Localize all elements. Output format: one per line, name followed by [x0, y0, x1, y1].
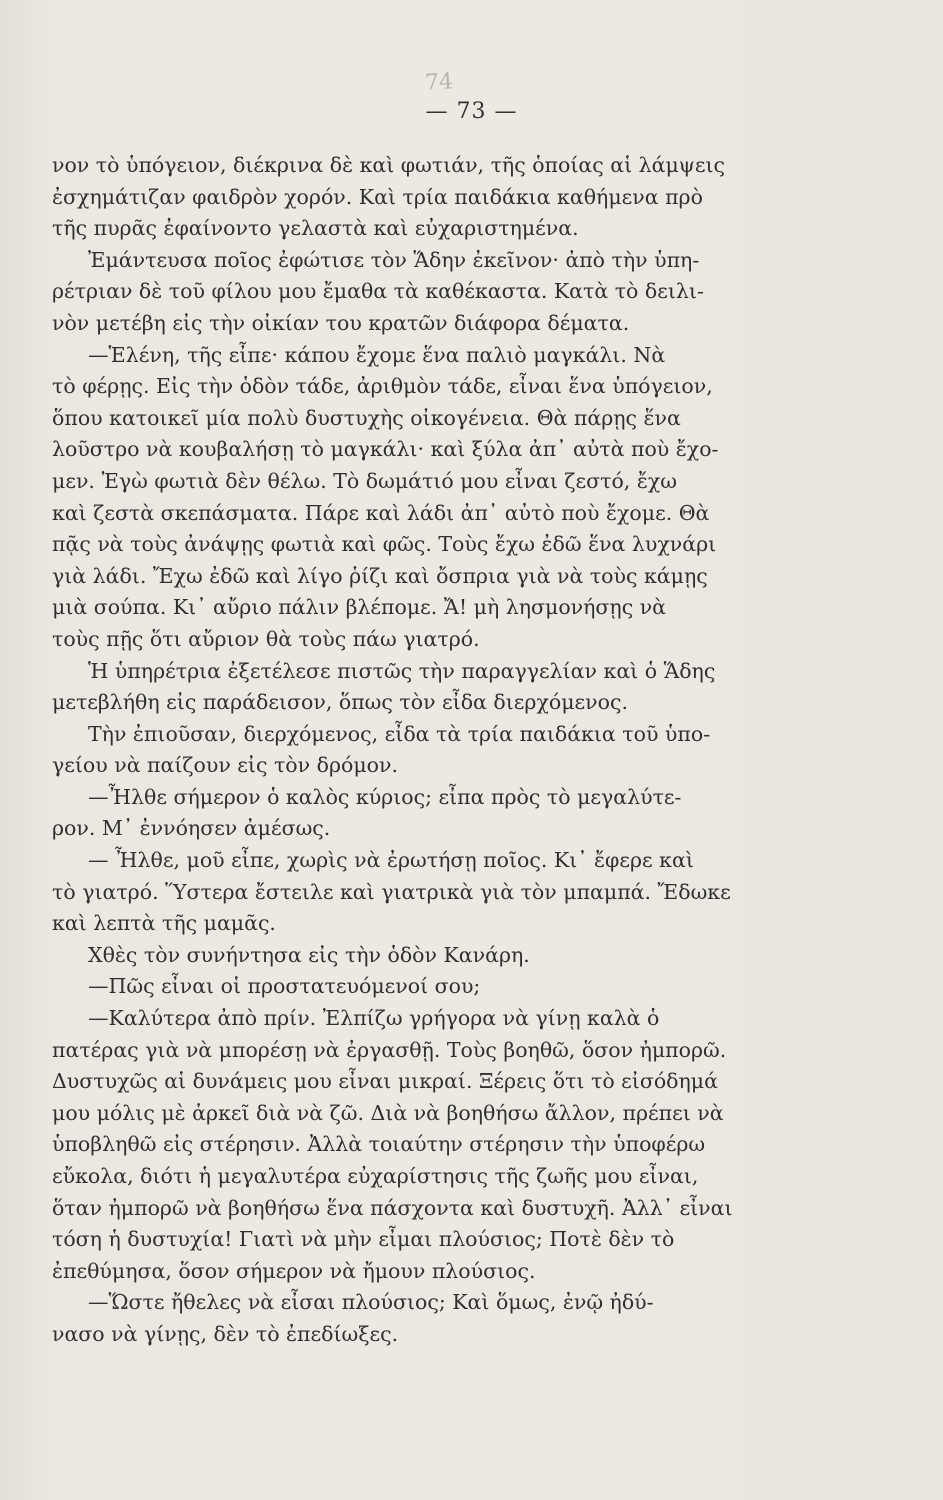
text-line: τὸ γιατρό. Ὕστερα ἔστειλε καὶ γιατρικὰ γιὰ τὸν μπαμπά. Ἔδωκε: [52, 879, 731, 904]
text-line: ρέτριαν δὲ τοῦ φίλου μου ἔμαθα τὰ καθέκαστα. Κατὰ τὸ δειλι-: [52, 279, 704, 304]
text-line: τοὺς πῇς ὅτι αὔριον θὰ τοὺς πάω γιατρό.: [52, 626, 480, 651]
text-line: γείου νὰ παίζουν εἰς τὸν δρόμον.: [52, 753, 398, 778]
text-line: ρον. Μ᾽ ἐννόησεν ἀμέσως.: [52, 816, 331, 841]
text-line: εὔκολα, διότι ἡ μεγαλυτέρα εὐχαρίστησις τῆς ζωῆς μου εἶναι,: [52, 1164, 699, 1188]
text-line: Ἡ ὑπηρέτρια ἐξετέλεσε πιστῶς τὴν παραγγελίαν καὶ ὁ Ἅδης: [88, 658, 716, 683]
text-line: πατέρας γιὰ νὰ μπορέσῃ νὰ ἐργασθῇ. Τοὺς βοηθῶ, ὅσον ἠμπορῶ.: [52, 1037, 727, 1062]
bleed-through-page-number: 74: [424, 69, 454, 96]
text-line: μετεβλήθη εἰς παράδεισον, ὅπως τὸν εἶδα διερχόμενος.: [52, 690, 628, 715]
text-line: Δυστυχῶς αἱ δυνάμεις μου εἶναι μικραί. Ξέρεις ὅτι τὸ εἰσόδημά: [52, 1069, 718, 1094]
text-line: μεν. Ἐγὼ φωτιὰ δὲν θέλω. Τὸ δωμάτιό μου εἶναι ζεστό, ἔχω: [52, 468, 677, 493]
text-line: ὅταν ἠμπορῶ νὰ βοηθήσω ἕνα πάσχοντα καὶ δυστυχῆ. Ἀλλ᾽ εἶναι: [52, 1195, 733, 1220]
text-line: καὶ λεπτὰ τῆς μαμᾶς.: [52, 911, 276, 936]
text-line: τόση ἡ δυστυχία! Γιατὶ νὰ μὴν εἶμαι πλούσιος; Ποτὲ δὲν τὸ: [52, 1227, 675, 1252]
page-number: — 73 —: [425, 99, 518, 124]
text-line: μιὰ σούπα. Κι᾽ αὔριο πάλιν βλέπομε. Ἄ! μὴ λησμονήσῃς νὰ: [52, 595, 666, 620]
text-line: πᾷς νὰ τοὺς ἀνάψῃς φωτιὰ καὶ φῶς. Τοὺς ἔχω ἐδῶ ἕνα λυχνάρι: [52, 532, 717, 557]
text-line: καὶ ζεστὰ σκεπάσματα. Πάρε καὶ λάδι ἀπ᾽ αὐτὸ ποὺ ἔχομε. Θὰ: [52, 500, 710, 525]
text-line: τῆς πυρᾶς ἐφαίνοντο γελαστὰ καὶ εὐχαριστημένα.: [52, 216, 579, 241]
text-line: ὅπου κατοικεῖ μία πολὺ δυστυχὴς οἰκογένεια. Θὰ πάρῃς ἕνα: [52, 405, 681, 430]
text-line: Χθὲς τὸν συνήντησα εἰς τὴν ὁδὸν Κανάρη.: [88, 942, 530, 967]
text-line: ὑποβληθῶ εἰς στέρησιν. Ἀλλὰ τοιαύτην στέρησιν τὴν ὑποφέρω: [52, 1132, 706, 1157]
text-line: νὸν μετέβη εἰς τὴν οἰκίαν του κρατῶν διάφορα δέματα.: [52, 310, 630, 335]
text-line: — Ἦλθε, μοῦ εἶπε, χωρὶς νὰ ἐρωτήσῃ ποῖος. Κι᾽ ἔφερε καὶ: [88, 848, 694, 873]
text-line: γιὰ λάδι. Ἔχω ἐδῶ καὶ λίγο ῥίζι καὶ ὄσπρια γιὰ νὰ τοὺς κάμῃς: [52, 563, 708, 588]
text-line: νον τὸ ὑπόγειον, διέκρινα δὲ καὶ φωτιάν, τῆς ὁποίας αἱ λάμψεις: [52, 153, 726, 177]
text-line: νασο νὰ γίνῃς, δὲν τὸ ἐπεδίωξες.: [52, 1321, 399, 1346]
text-line: μου μόλις μὲ ἀρκεῖ διὰ νὰ ζῶ. Διὰ νὰ βοηθήσω ἄλλον, πρέπει νὰ: [52, 1100, 724, 1125]
text-line: ἐπεθύμησα, ὅσον σήμερον νὰ ἤμουν πλούσιος.: [52, 1258, 536, 1283]
text-line: Τὴν ἐπιοῦσαν, διερχόμενος, εἶδα τὰ τρία παιδάκια τοῦ ὑπο-: [88, 721, 711, 746]
text-line: —Καλύτερα ἀπὸ πρίν. Ἐλπίζω γρήγορα νὰ γίνῃ καλὰ ὁ: [88, 1006, 660, 1031]
text-line: Ἐμάντευσα ποῖος ἐφώτισε τὸν Ἅδην ἐκεῖνον· ἀπὸ τὴν ὑπη-: [88, 247, 700, 272]
text-line: —Ἦλθε σήμερον ὁ καλὸς κύριος; εἶπα πρὸς τὸ μεγαλύτε-: [88, 784, 682, 809]
text-line: —Ἑλένη, τῆς εἶπε· κάπου ἔχομε ἕνα παλιὸ μαγκάλι. Νὰ: [88, 342, 666, 367]
text-line: ἐσχημάτιζαν φαιδρὸν χορόν. Καὶ τρία παιδάκια καθήμενα πρὸ: [52, 184, 703, 209]
text-line: —Ὥστε ἤθελες νὰ εἶσαι πλούσιος; Καὶ ὅμως, ἐνῷ ἠδύ-: [88, 1290, 654, 1315]
text-line: τὸ φέρῃς. Εἰς τὴν ὁδὸν τάδε, ἀριθμὸν τάδε, εἶναι ἕνα ὑπόγειον,: [52, 374, 713, 399]
body-text: [52, 150, 822, 1351]
text-line: λοῦστρο νὰ κουβαλήσῃ τὸ μαγκάλι· καὶ ξύλα ἀπ᾽ αὐτὰ ποὺ ἔχο-: [52, 437, 719, 462]
text-line: —Πῶς εἶναι οἱ προστατευόμενοί σου;: [88, 974, 481, 999]
